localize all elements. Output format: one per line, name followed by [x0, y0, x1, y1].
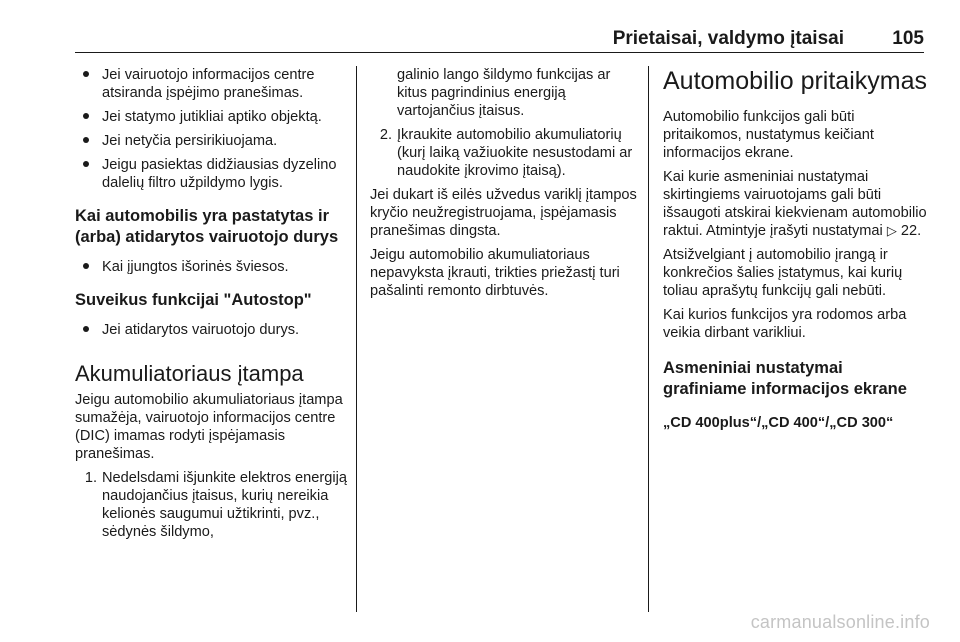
section-heading: Suveikus funkcijai "Autostop": [75, 291, 312, 309]
section-title: Akumuliatoriaus įtampa: [75, 361, 304, 386]
page-reference[interactable]: 22.: [900, 223, 922, 239]
section-heading: Asmeniniai nustatymai grafiniame informacijos ekrane: [663, 359, 907, 398]
paragraph: Jeigu automobilio akumuliatoriaus įtampa sumažėja, vairuotojo informacijos centre (DIC) imamas rodyti įspėjamasis pranešimas.: [75, 392, 343, 462]
column-middle: [370, 66, 640, 306]
paragraph-text: Kai kurie asmeniniai nustatymai skirtingiems vairuotojams gali būti išsaugoti atskirai kiekvienam automobilio raktui. Atmintyje įrašyti nustatymai: [663, 169, 927, 239]
step-continuation: galinio lango šildymo funkcijas ar kitus pagrindinius energiją vartojančius įtaisus.: [397, 67, 611, 119]
chapter-title: Prietaisai, valdymo įtaisai: [612, 28, 844, 49]
step-number: 2.: [379, 127, 392, 143]
list-item: Jei netyčia persirikiuojama.: [75, 132, 347, 150]
column-left: [75, 66, 347, 545]
paragraph: Jei dukart iš eilės užvedus variklį įtampos kryčio neužregistruojama, įspėjamasis pranešimas dingsta.: [370, 187, 637, 239]
list-item: Jeigu pasiektas didžiausias dyzelino dalelių filtro užpildymo lygis.: [75, 156, 347, 192]
step-text: Nedelsdami išjunkite elektros energiją naudojančius įtaisus, kurių nereikia kelionės saugumui užtikrinti, pvz., sėdynės šildymo,: [102, 470, 347, 540]
numbered-step: [75, 469, 347, 541]
paragraph: Jeigu automobilio akumuliatoriaus nepavyksta įkrauti, trikties priežastį turi pašalinti remonto dirbtuvės.: [370, 247, 620, 299]
numbered-step: [370, 126, 640, 180]
page-header: [75, 26, 924, 53]
step-text: Įkraukite automobilio akumuliatorių (kurį laiką važiuokite nesustodami ar naudokite įkrovimo įtaisą).: [397, 127, 633, 179]
list-item: Kai įjungtos išorinės šviesos.: [75, 258, 347, 276]
section-title: Automobilio pritaikymas: [663, 67, 927, 95]
list-item: Jei vairuotojo informacijos centre atsiranda įspėjimo pranešimas.: [75, 66, 347, 102]
paragraph: Atsižvelgiant į automobilio įrangą ir konkrečios šalies įstatymus, kai kurių toliau aprašytų funkcijų gali nebūti.: [663, 247, 903, 299]
step-number: 1.: [84, 470, 97, 486]
list-item: Jei atidarytos vairuotojo durys.: [75, 321, 347, 339]
list-item: Jei statymo jutikliai aptiko objektą.: [75, 108, 347, 126]
column-divider: [356, 66, 357, 612]
column-divider: [648, 66, 649, 612]
page-reference-icon: ▷: [886, 223, 897, 238]
sub-heading: „CD 400plus“/„CD 400“/„CD 300“: [663, 415, 894, 431]
page-number: 105: [892, 28, 924, 49]
paragraph: [663, 168, 927, 240]
paragraph: Automobilio funkcijos gali būti pritaikomos, nustatymus keičiant informacijos ekrane.: [663, 109, 874, 161]
column-right: [663, 66, 927, 432]
section-heading: Kai automobilis yra pastatytas ir (arba) atidarytos vairuotojo durys: [75, 207, 339, 246]
watermark: carmanualsonline.info: [750, 612, 930, 632]
paragraph: Kai kurios funkcijos yra rodomos arba veikia dirbant varikliui.: [663, 307, 907, 341]
